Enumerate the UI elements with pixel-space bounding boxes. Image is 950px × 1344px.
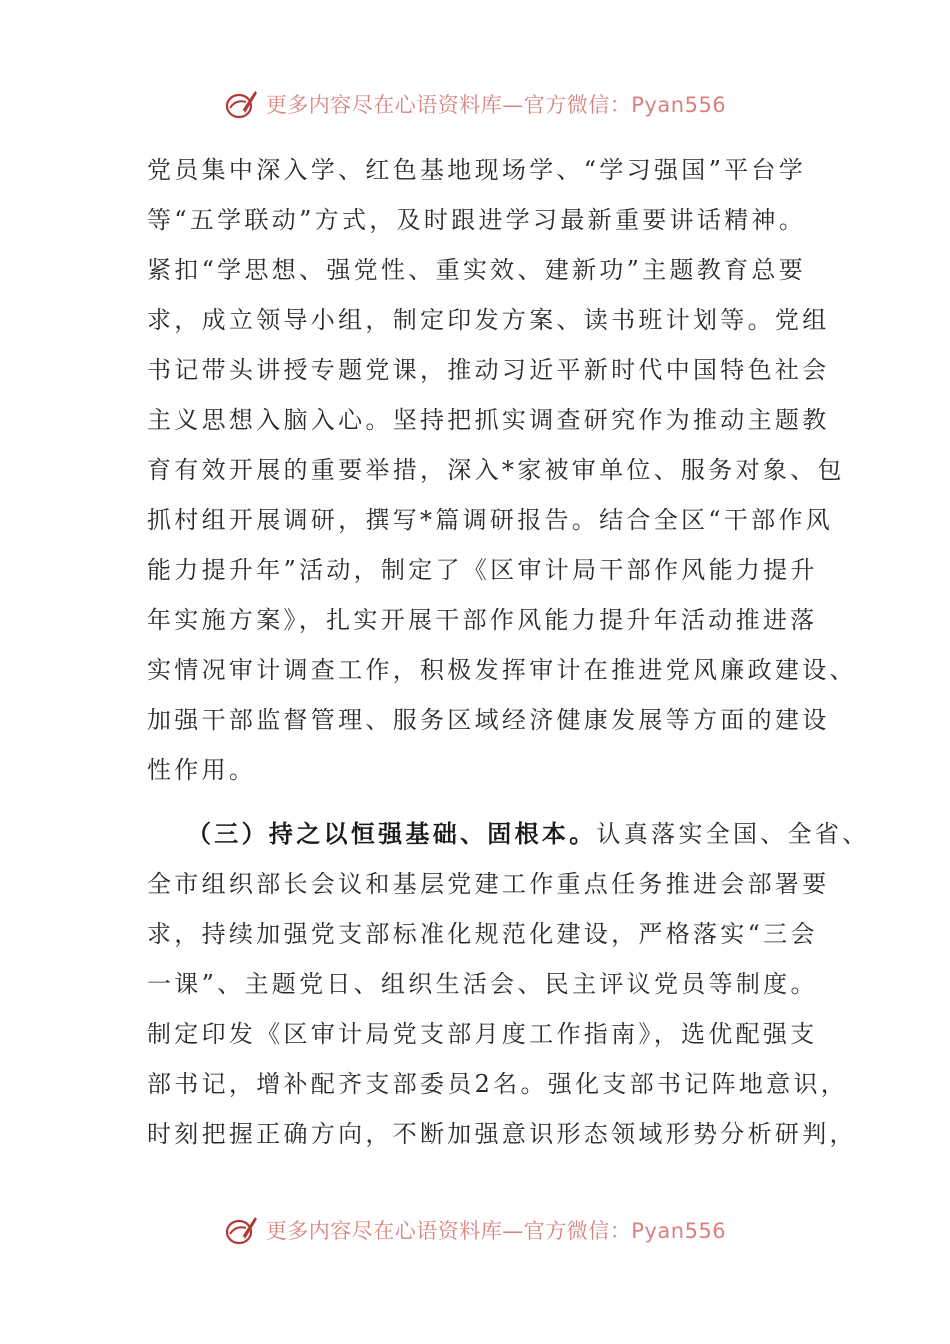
header-watermark-text: 更多内容尽在心语资料库—官方微信：Pyan556 xyxy=(265,93,727,117)
footer-watermark-text: 更多内容尽在心语资料库—官方微信：Pyan556 xyxy=(265,1219,727,1243)
section-heading: （三）持之以恒强基础、固根本。 xyxy=(187,819,597,848)
section-lead-text: 认真落实全国、全省、 xyxy=(596,820,870,848)
text-line: 育有效开展的重要举措，深入*家被审单位、服务对象、包 xyxy=(147,456,845,484)
body-text xyxy=(147,150,870,1164)
text-line: 党员集中深入学、红色基地现场学、“学习强国”平台学 xyxy=(147,156,807,184)
text-line: 抓村组开展调研，撰写*篇调研报告。结合全区“干部作风 xyxy=(147,506,834,534)
text-line: 紧扣“学思想、强党性、重实效、建新功”主题教育总要 xyxy=(147,256,807,284)
text-line: 加强干部监督管理、服务区域经济健康发展等方面的建设 xyxy=(147,706,830,734)
text-line: 制定印发《区审计局党支部月度工作指南》，选优配强支 xyxy=(147,1020,818,1048)
text-line: 性作用。 xyxy=(147,756,257,784)
text-line: 求，持续加强党支部标准化规范化建设，严格落实“三会 xyxy=(147,920,818,948)
section-first-line xyxy=(147,814,870,864)
text-line: 实情况审计调查工作，积极发挥审计在推进党风廉政建设、 xyxy=(147,656,857,684)
text-line: 年实施方案》，扎实开展干部作风能力提升年活动推进落 xyxy=(147,606,818,634)
header-watermark-banner xyxy=(0,84,950,124)
pen-nib-logo-icon xyxy=(224,87,258,121)
text-line: 全市组织部长会议和基层党建工作重点任务推进会部署要 xyxy=(147,870,830,898)
text-line: 书记带头讲授专题党课，推动习近平新时代中国特色社会 xyxy=(147,356,830,384)
text-line: 求，成立领导小组，制定印发方案、读书班计划等。党组 xyxy=(147,306,830,334)
text-line: 部书记，增补配齐支部委员2名。强化支部书记阵地意识， xyxy=(147,1070,849,1098)
footer-watermark-banner xyxy=(0,1210,950,1250)
text-line: 一课”、主题党日、组织生活会、民主评议党员等制度。 xyxy=(147,970,818,998)
text-line: 时刻把握正确方向，不断加强意识形态领域形势分析研判， xyxy=(147,1120,857,1148)
pen-nib-logo-icon xyxy=(224,1213,258,1247)
text-line: 等“五学联动”方式，及时跟进学习最新重要讲话精神。 xyxy=(147,206,807,234)
text-line: 主义思想入脑入心。坚持把抓实调查研究作为推动主题教 xyxy=(147,406,830,434)
text-line: 能力提升年”活动，制定了《区审计局干部作风能力提升 xyxy=(147,556,818,584)
